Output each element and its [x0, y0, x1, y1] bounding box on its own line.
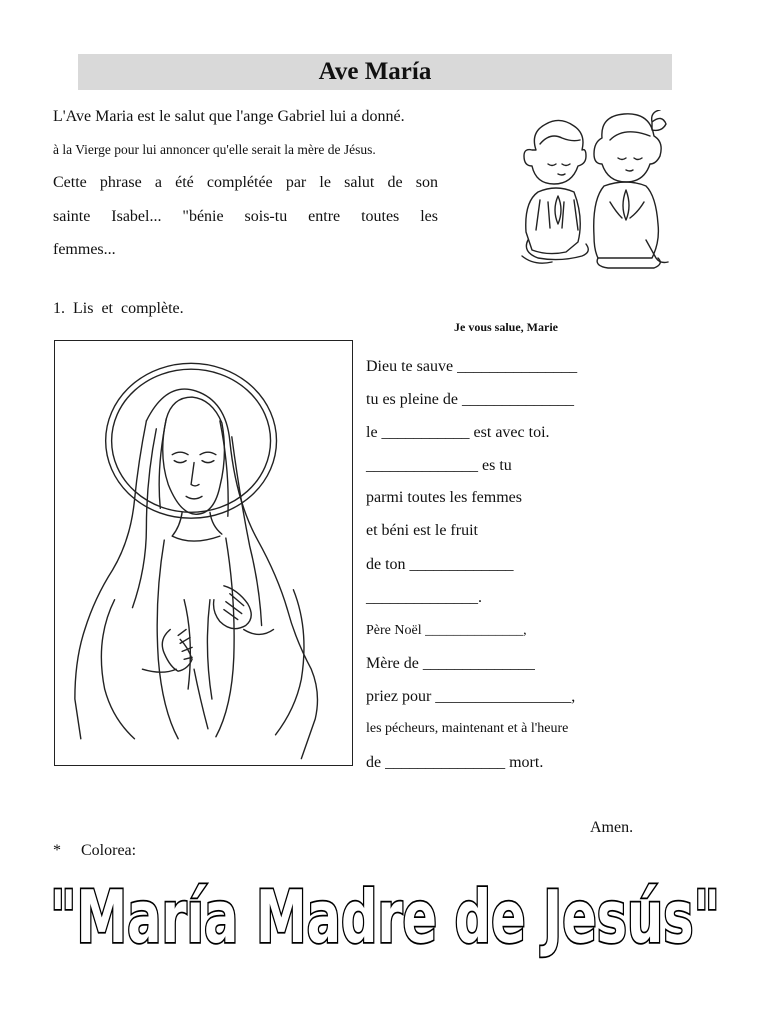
prayer-line-8: ______________. [366, 589, 482, 606]
coloring-banner [40, 870, 730, 960]
exercise-instruction: 1. Lis et complète. [53, 300, 184, 317]
prayer-line-1: Dieu te sauve _______________ [366, 358, 578, 375]
prayer-line-13: de _______________ mort. [366, 754, 544, 771]
prayer-line-11: priez pour _________________, [366, 688, 576, 705]
prayer-line-10: Mère de ______________ [366, 655, 535, 672]
prayer-line-7: de ton _____________ [366, 556, 514, 573]
amen-text: Amen. [590, 819, 634, 836]
colorea-label: Colorea: [81, 842, 137, 859]
intro-line-2: à la Vierge pour lui annoncer qu'elle serait la mère de Jésus. [53, 142, 376, 157]
praying-children-icon [518, 110, 678, 272]
virgin-mary-illustration [54, 340, 353, 766]
prayer-line-5: parmi toutes les femmes [366, 489, 522, 506]
banner-text: "María Madre de Jesús" [50, 875, 720, 959]
prayer-line-6: et béni est le fruit [366, 522, 478, 539]
intro-line-3: Cette phrase a été complétée par le salut de son [53, 174, 438, 191]
prayer-line-3: le ___________ est avec toi. [366, 424, 550, 441]
bullet-marker: * [53, 842, 61, 859]
prayer-line-9: Père Noël ______________, [366, 623, 527, 638]
prayer-line-2: tu es pleine de ______________ [366, 391, 574, 408]
page-title: Ave María [78, 54, 672, 90]
colorea-instruction [53, 842, 136, 860]
prayer-line-12: les pécheurs, maintenant et à l'heure [366, 721, 569, 736]
intro-line-1: L'Ave Maria est le salut que l'ange Gabriel lui a donné. [53, 108, 405, 125]
prayer-title: Je vous salue, Marie [454, 320, 558, 334]
prayer-line-4: ______________ es tu [366, 457, 512, 474]
intro-line-5: femmes... [53, 241, 116, 258]
intro-line-4: sainte Isabel... "bénie sois-tu entre toutes les [53, 208, 438, 225]
